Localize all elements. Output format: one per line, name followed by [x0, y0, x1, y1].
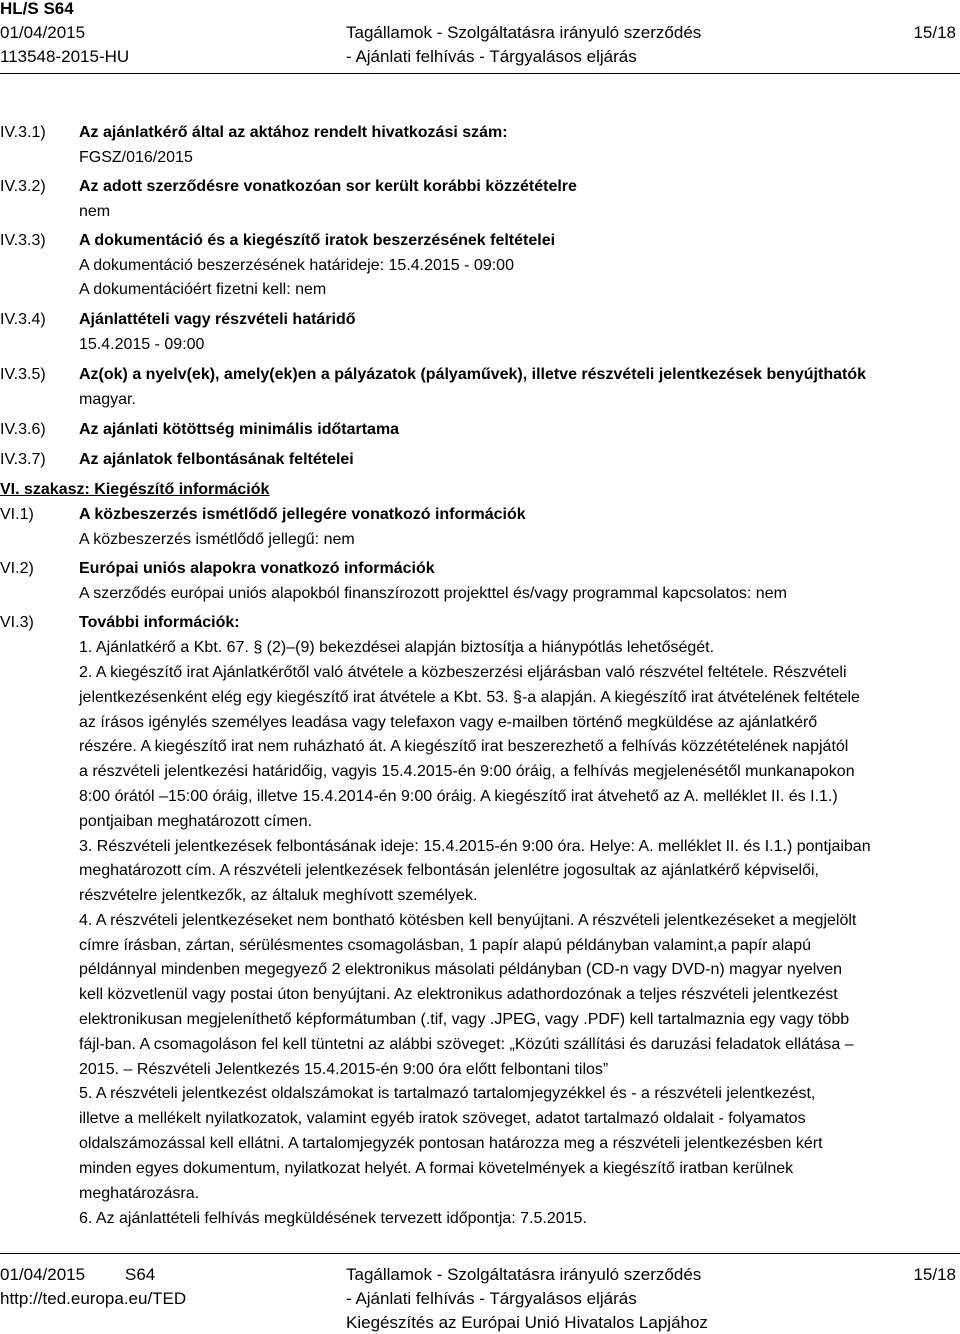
- item-line: magyar.: [79, 391, 136, 408]
- item-number: IV.3.3): [0, 232, 46, 249]
- item-line: meghatározott cím. A részvételi jelentkezések felbontásán jelenlétre jogosultak az ajánlatkérő képviselői,: [79, 862, 819, 879]
- item-heading: A közbeszerzés ismétlődő jellegére vonatkozó információk: [79, 506, 526, 523]
- item-line: A dokumentáció beszerzésének határideje: 15.4.2015 - 09:00: [79, 257, 514, 274]
- header-page: 15/18: [913, 23, 956, 42]
- item-line: 6. Az ajánlattételi felhívás megküldésének tervezett időpontja: 7.5.2015.: [79, 1210, 587, 1227]
- item-line: 4. A részvételi jelentkezéseket nem bontható kötésben kell benyújtani. A részvételi jelentkezéseket a megjelölt: [79, 912, 857, 929]
- item-line: illetve a mellékelt nyilatkozatok, valamint egyéb iratok szöveget, adatot tartalmazó oldalait - folyamatos: [79, 1110, 806, 1127]
- item-line: elektronikusan megjeleníthető képformátumban (.tif, vagy .JPEG, vagy .PDF) kell tartalmaznia egy vagy több: [79, 1011, 850, 1028]
- footer-publisher: Kiegészítés az Európai Unió Hivatalos Lapjához: [346, 1313, 708, 1332]
- item-line: példánnyal mindenben megegyező 2 elektronikus másolati példányban (CD-n vagy DVD-n) magyar nyelven: [79, 961, 843, 978]
- item-line: nem: [79, 203, 111, 220]
- item-line: 3. Részvételi jelentkezések felbontásának ideje: 15.4.2015-én 9:00 óra. Helye: A. melléklet II. és I.1.) pontjaiban: [79, 838, 871, 855]
- item-line: 5. A részvételi jelentkezést oldalszámokat is tartalmazó tartalomjegyzékkel és - a részvételi jelentkezést,: [79, 1085, 816, 1102]
- item-heading: További információk:: [79, 614, 240, 631]
- section-title: VI. szakasz: Kiegészítő információk: [0, 481, 270, 498]
- item-line: címre írásban, zártan, sérülésmentes csomagolásban, 1 papír alapú példányban valamint,a papír alapú: [79, 937, 811, 954]
- item-line: oldalszámozással kell ellátni. A tartalomjegyzék pontosan határozza meg a részvételi jelentkezésben kért: [79, 1135, 823, 1152]
- item-number: IV.3.7): [0, 451, 46, 468]
- item-line: 2015. – Részvételi Jelentkezés 15.4.2015-én 9:00 óra előtt felbontani tilos”: [79, 1061, 609, 1078]
- item-line: A szerződés európai uniós alapokból finanszírozott projekttel és/vagy programmal kapcsolatos: nem: [79, 585, 787, 602]
- footer-subtitle: - Ajánlati felhívás - Tárgyalásos eljárás: [346, 1289, 637, 1308]
- footer-date: 01/04/2015: [0, 1265, 86, 1284]
- item-line: 8:00 órától –15:00 óráig, illetve 15.4.2014-én 9:00 óráig. A kiegészítő irat átvehető az A. melléklet II. és I.1.): [79, 788, 838, 805]
- item-line: jelentkezésenként elég egy kiegészítő irat átvétele a Kbt. 53. §-a alapján. A kiegészítő irat átvételének feltétele: [79, 689, 860, 706]
- item-number: VI.1): [0, 506, 34, 523]
- header-date: 01/04/2015: [0, 23, 86, 42]
- header-series: HL/S S64: [0, 0, 74, 18]
- item-number: IV.3.1): [0, 124, 46, 141]
- item-heading: Az ajánlati kötöttség minimális időtartama: [79, 421, 400, 438]
- item-heading: Az ajánlatok felbontásának feltételei: [79, 451, 354, 468]
- item-line: a részvételi jelentkezési határidőig, vagyis 15.4.2015-én 9:00 óráig, a felhívás megjelenésétől munkanapokon: [79, 763, 855, 780]
- item-line: minden egyes dokumentum, nyilatkozat helyét. A formai követelmények a kiegészítő iratban kerülnek: [79, 1160, 794, 1177]
- footer-rule: [0, 1253, 960, 1254]
- header-title: Tagállamok - Szolgáltatásra irányuló szerződés: [346, 23, 702, 42]
- item-line: 2. A kiegészítő irat Ajánlatkérőtől való átvétele a közbeszerzési eljárásban való részvétel feltétele. Részvételi: [79, 664, 847, 681]
- item-number: VI.2): [0, 560, 34, 577]
- header-doc-id: 113548-2015-HU: [0, 47, 130, 66]
- footer-page: 15/18: [913, 1265, 956, 1284]
- item-number: IV.3.4): [0, 311, 46, 328]
- item-number: VI.3): [0, 614, 34, 631]
- item-line: részvételre jelentkezők, az általuk meghívott személyek.: [79, 887, 478, 904]
- footer-series: S64: [125, 1265, 156, 1284]
- item-line: A dokumentációért fizetni kell: nem: [79, 281, 327, 298]
- item-line: meghatározásra.: [79, 1185, 200, 1202]
- item-number: IV.3.6): [0, 421, 46, 438]
- item-line: fájl-ban. A csomagoláson fel kell tüntetni az alábbi szöveget: „Közúti szállítási és daruzási feladatok ellátása –: [79, 1036, 854, 1053]
- item-heading: Európai uniós alapokra vonatkozó információk: [79, 560, 435, 577]
- item-line: A közbeszerzés ismétlődő jellegű: nem: [79, 531, 355, 548]
- footer-title: Tagállamok - Szolgáltatásra irányuló szerződés: [346, 1265, 702, 1284]
- footer-url: http://ted.europa.eu/TED: [0, 1289, 187, 1308]
- item-line: 15.4.2015 - 09:00: [79, 336, 205, 353]
- item-heading: Az(ok) a nyelv(ek), amely(ek)en a pályázatok (pályaművek), illetve részvételi jelentkezések benyújthatók: [79, 366, 866, 383]
- item-line: FGSZ/016/2015: [79, 149, 193, 166]
- item-line: részére. A kiegészítő irat nem ruházható át. A kiegészítő irat beszerezhető a felhívás közzétételének napjától: [79, 738, 849, 755]
- item-number: IV.3.5): [0, 366, 46, 383]
- item-line: az írásos igénylés személyes leadása vagy telefaxon vagy e-mailben történő megküldése az ajánlatkérő: [79, 714, 818, 731]
- header-rule: [0, 73, 960, 74]
- item-line: 1. Ajánlatkérő a Kbt. 67. § (2)–(9) bekezdései alapján biztosítja a hiánypótlás lehetőségét.: [79, 639, 715, 656]
- item-heading: Az ajánlatkérő által az aktához rendelt hivatkozási szám:: [79, 124, 508, 141]
- item-line: kell közvetlenül vagy postai úton benyújtani. Az elektronikus adathordozónak a teljes részvételi jelentkezést: [79, 986, 838, 1003]
- item-number: IV.3.2): [0, 178, 46, 195]
- item-heading: A dokumentáció és a kiegészítő iratok beszerzésének feltételei: [79, 232, 556, 249]
- header-subtitle: - Ajánlati felhívás - Tárgyalásos eljárás: [346, 47, 637, 66]
- item-line: pontjaiban meghatározott címen.: [79, 813, 313, 830]
- item-heading: Az adott szerződésre vonatkozóan sor került korábbi közzétételre: [79, 178, 577, 195]
- item-heading: Ajánlattételi vagy részvételi határidő: [79, 311, 356, 328]
